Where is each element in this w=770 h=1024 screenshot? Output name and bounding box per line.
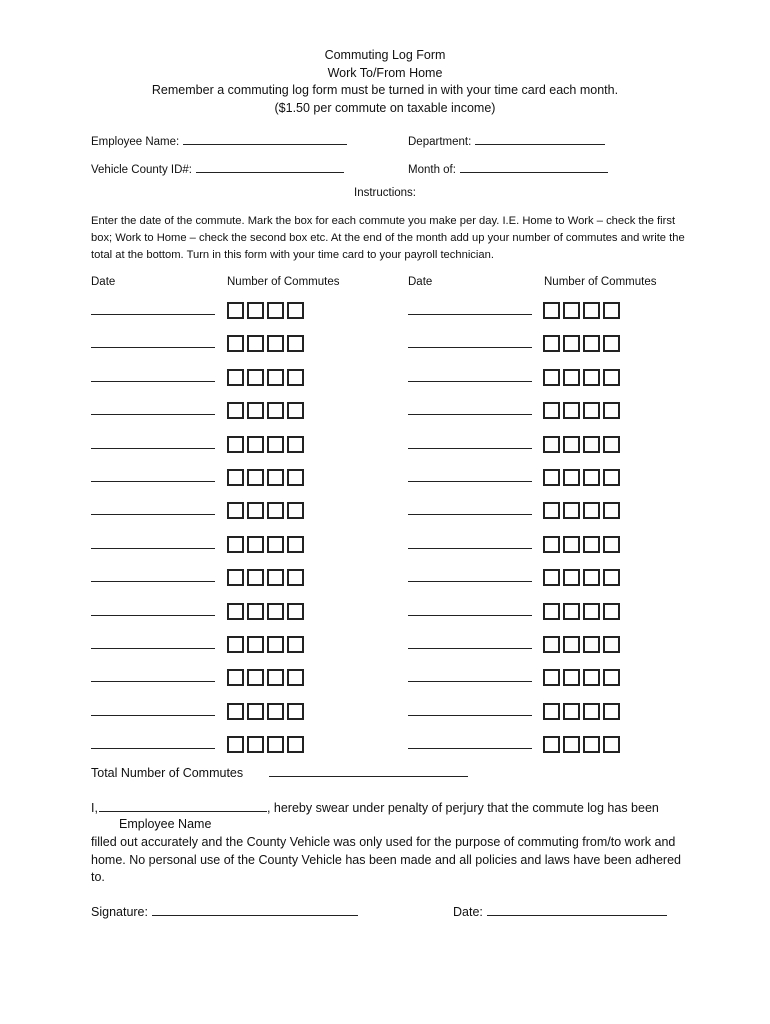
declaration-body: filled out accurately and the County Vehicle was only used for the purpose of commuting from/to work and home. No personal use of the County Vehicle has been made and all policies and laws have been adhered to. xyxy=(91,835,681,884)
date-input[interactable] xyxy=(408,681,532,682)
commute-checkbox[interactable] xyxy=(227,536,244,553)
total-commutes-input[interactable] xyxy=(269,764,468,777)
date-input[interactable] xyxy=(91,347,215,348)
date-input[interactable] xyxy=(91,548,215,549)
commute-checkbox[interactable] xyxy=(247,469,264,486)
date-input[interactable] xyxy=(408,715,532,716)
department-input[interactable] xyxy=(475,132,605,145)
commute-checkbox[interactable] xyxy=(583,569,600,586)
form-title: Commuting Log Form xyxy=(324,48,446,62)
date-input[interactable] xyxy=(408,748,532,749)
instructions-text: Enter the date of the commute. Mark the box for each commute you make per day. I.E. Home to Work – check the first box; Work to Home – check the second box etc. At the end of the month add up your number of commutes and write the total at the bottom. Turn in this form with your time card to your payroll technician. xyxy=(91,215,685,261)
commute-checkbox[interactable] xyxy=(247,402,264,419)
commute-checkbox[interactable] xyxy=(267,436,284,453)
commute-checkbox[interactable] xyxy=(603,569,620,586)
signature-date-input[interactable] xyxy=(487,903,667,916)
date-input[interactable] xyxy=(91,648,215,649)
commute-checkbox[interactable] xyxy=(543,536,560,553)
employee-name-field xyxy=(91,132,347,148)
commute-checkbox[interactable] xyxy=(603,636,620,653)
commute-checkbox[interactable] xyxy=(267,469,284,486)
commute-checkbox[interactable] xyxy=(227,703,244,720)
total-commutes-label: Total Number of Commutes xyxy=(91,766,244,780)
date-input[interactable] xyxy=(408,347,532,348)
commute-checkbox[interactable] xyxy=(603,536,620,553)
form-rate: ($1.50 per commute on taxable income) xyxy=(274,100,496,115)
commutes-header-right: Number of Commutes xyxy=(544,276,657,288)
commute-checkbox[interactable] xyxy=(287,736,304,753)
commute-checkbox[interactable] xyxy=(603,436,620,453)
commute-checkbox[interactable] xyxy=(247,536,264,553)
vehicle-id-label: Vehicle County ID#: xyxy=(91,164,193,176)
form-reminder: Remember a commuting log form must be turned in with your time card each month. xyxy=(151,83,619,97)
commute-checkbox[interactable] xyxy=(267,402,284,419)
commute-checkbox[interactable] xyxy=(543,469,560,486)
date-input[interactable] xyxy=(91,381,215,382)
commute-checkbox[interactable] xyxy=(267,669,284,686)
declaration-prefix: I, xyxy=(91,801,98,815)
commute-checkbox[interactable] xyxy=(267,536,284,553)
commute-checkbox[interactable] xyxy=(247,703,264,720)
commute-checkbox[interactable] xyxy=(543,703,560,720)
commute-checkbox[interactable] xyxy=(583,703,600,720)
commute-checkbox[interactable] xyxy=(287,536,304,553)
commute-checkbox[interactable] xyxy=(543,736,560,753)
commute-checkbox[interactable] xyxy=(583,436,600,453)
date-input[interactable] xyxy=(91,514,215,515)
commute-checkbox[interactable] xyxy=(543,636,560,653)
commute-checkbox[interactable] xyxy=(583,603,600,620)
commute-checkbox[interactable] xyxy=(603,369,620,386)
commute-checkbox[interactable] xyxy=(227,636,244,653)
commute-checkbox[interactable] xyxy=(267,369,284,386)
commute-checkbox[interactable] xyxy=(543,302,560,319)
employee-name-caption: Employee Name xyxy=(119,817,212,831)
vehicle-id-field xyxy=(91,160,344,176)
commute-checkbox[interactable] xyxy=(227,736,244,753)
vehicle-id-input[interactable] xyxy=(196,160,344,173)
commute-checkbox[interactable] xyxy=(247,302,264,319)
commute-checkbox[interactable] xyxy=(563,536,580,553)
commutes-header-left: Number of Commutes xyxy=(227,276,340,288)
commute-checkbox[interactable] xyxy=(543,502,560,519)
commute-checkbox[interactable] xyxy=(563,335,580,352)
commute-checkbox[interactable] xyxy=(603,669,620,686)
commute-checkbox[interactable] xyxy=(247,736,264,753)
commute-checkbox[interactable] xyxy=(563,636,580,653)
date-input[interactable] xyxy=(408,381,532,382)
commute-checkbox[interactable] xyxy=(287,603,304,620)
commute-checkbox[interactable] xyxy=(563,469,580,486)
commute-checkbox[interactable] xyxy=(287,436,304,453)
commute-checkbox[interactable] xyxy=(563,502,580,519)
date-input[interactable] xyxy=(91,581,215,582)
commute-checkbox[interactable] xyxy=(227,335,244,352)
declaration-line xyxy=(91,799,691,818)
commute-checkbox[interactable] xyxy=(227,369,244,386)
commute-checkbox[interactable] xyxy=(287,302,304,319)
commute-checkbox[interactable] xyxy=(287,502,304,519)
date-input[interactable] xyxy=(408,514,532,515)
commute-checkbox[interactable] xyxy=(227,436,244,453)
date-input[interactable] xyxy=(408,448,532,449)
commute-checkbox[interactable] xyxy=(247,669,264,686)
commute-checkbox[interactable] xyxy=(267,736,284,753)
commute-checkbox[interactable] xyxy=(287,369,304,386)
commute-checkbox[interactable] xyxy=(603,469,620,486)
commute-checkbox[interactable] xyxy=(247,569,264,586)
date-input[interactable] xyxy=(408,548,532,549)
commute-checkbox[interactable] xyxy=(563,736,580,753)
date-input[interactable] xyxy=(408,581,532,582)
commute-checkbox[interactable] xyxy=(563,703,580,720)
employee-name-label: Employee Name: xyxy=(91,136,180,148)
commute-checkbox[interactable] xyxy=(583,402,600,419)
commute-checkbox[interactable] xyxy=(543,402,560,419)
commute-checkbox[interactable] xyxy=(543,335,560,352)
department-field xyxy=(408,132,605,148)
commute-checkbox[interactable] xyxy=(583,369,600,386)
commute-checkbox[interactable] xyxy=(583,302,600,319)
commute-checkbox[interactable] xyxy=(563,436,580,453)
commute-checkbox[interactable] xyxy=(267,302,284,319)
form-subtitle: Work To/From Home xyxy=(327,65,443,80)
date-input[interactable] xyxy=(91,448,215,449)
commute-checkbox[interactable] xyxy=(287,703,304,720)
signature-label: Signature: xyxy=(91,905,148,919)
declaration-line1: , hereby swear under penalty of perjury that the commute log has been xyxy=(266,801,659,815)
commute-checkbox[interactable] xyxy=(603,402,620,419)
commute-checkbox[interactable] xyxy=(287,636,304,653)
commute-checkbox[interactable] xyxy=(247,369,264,386)
commute-checkbox[interactable] xyxy=(247,603,264,620)
date-input[interactable] xyxy=(91,414,215,415)
commute-checkbox[interactable] xyxy=(227,502,244,519)
commute-checkbox[interactable] xyxy=(543,436,560,453)
commute-checkbox[interactable] xyxy=(267,636,284,653)
commute-checkbox[interactable] xyxy=(287,402,304,419)
total-commutes-field xyxy=(91,764,468,780)
department-label: Department: xyxy=(408,136,472,148)
commute-checkbox[interactable] xyxy=(583,469,600,486)
date-input[interactable] xyxy=(91,715,215,716)
commute-checkbox[interactable] xyxy=(287,335,304,352)
date-input[interactable] xyxy=(408,481,532,482)
date-input[interactable] xyxy=(91,748,215,749)
commute-checkbox[interactable] xyxy=(583,636,600,653)
commute-checkbox[interactable] xyxy=(583,536,600,553)
commute-checkbox[interactable] xyxy=(543,369,560,386)
commute-checkbox[interactable] xyxy=(563,302,580,319)
commute-checkbox[interactable] xyxy=(563,603,580,620)
commute-checkbox[interactable] xyxy=(267,703,284,720)
commute-checkbox[interactable] xyxy=(583,669,600,686)
signature-input[interactable] xyxy=(152,903,358,916)
commute-checkbox[interactable] xyxy=(287,669,304,686)
commute-checkbox[interactable] xyxy=(603,703,620,720)
commute-checkbox[interactable] xyxy=(583,335,600,352)
commute-checkbox[interactable] xyxy=(603,603,620,620)
date-header-right: Date xyxy=(408,276,433,288)
commute-checkbox[interactable] xyxy=(563,402,580,419)
month-label: Month of: xyxy=(408,164,456,176)
commute-checkbox[interactable] xyxy=(563,669,580,686)
commute-checkbox[interactable] xyxy=(583,736,600,753)
month-input[interactable] xyxy=(460,160,608,173)
date-input[interactable] xyxy=(91,615,215,616)
month-field xyxy=(408,160,608,176)
declaration-employee-name-input[interactable] xyxy=(99,799,267,812)
commute-checkbox[interactable] xyxy=(247,335,264,352)
commute-checkbox[interactable] xyxy=(247,502,264,519)
commute-checkbox[interactable] xyxy=(247,636,264,653)
commute-checkbox[interactable] xyxy=(267,603,284,620)
commute-checkbox[interactable] xyxy=(267,502,284,519)
date-input[interactable] xyxy=(91,481,215,482)
commute-checkbox[interactable] xyxy=(543,603,560,620)
date-input[interactable] xyxy=(408,314,532,315)
commute-checkbox[interactable] xyxy=(543,669,560,686)
commute-checkbox[interactable] xyxy=(227,569,244,586)
commute-checkbox[interactable] xyxy=(563,569,580,586)
commute-checkbox[interactable] xyxy=(583,502,600,519)
commute-checkbox[interactable] xyxy=(247,436,264,453)
commute-checkbox[interactable] xyxy=(603,736,620,753)
commute-checkbox[interactable] xyxy=(603,302,620,319)
commute-checkbox[interactable] xyxy=(267,569,284,586)
signature-date-label: Date: xyxy=(453,905,483,919)
date-input[interactable] xyxy=(408,648,532,649)
commute-checkbox[interactable] xyxy=(563,369,580,386)
date-input[interactable] xyxy=(91,681,215,682)
date-header-left: Date xyxy=(91,276,116,288)
commute-checkbox[interactable] xyxy=(227,469,244,486)
signature-date-field xyxy=(453,903,667,919)
form-header xyxy=(0,47,770,117)
signature-field xyxy=(91,903,358,919)
commute-checkbox[interactable] xyxy=(603,335,620,352)
commute-checkbox[interactable] xyxy=(227,669,244,686)
commute-checkbox[interactable] xyxy=(227,402,244,419)
commute-checkbox[interactable] xyxy=(603,502,620,519)
commute-checkbox[interactable] xyxy=(287,569,304,586)
commute-checkbox[interactable] xyxy=(267,335,284,352)
commute-checkbox[interactable] xyxy=(227,302,244,319)
date-input[interactable] xyxy=(408,615,532,616)
date-input[interactable] xyxy=(91,314,215,315)
employee-name-input[interactable] xyxy=(183,132,347,145)
instructions-heading: Instructions: xyxy=(354,187,416,199)
commute-checkbox[interactable] xyxy=(287,469,304,486)
date-input[interactable] xyxy=(408,414,532,415)
commute-checkbox[interactable] xyxy=(227,603,244,620)
commute-checkbox[interactable] xyxy=(543,569,560,586)
